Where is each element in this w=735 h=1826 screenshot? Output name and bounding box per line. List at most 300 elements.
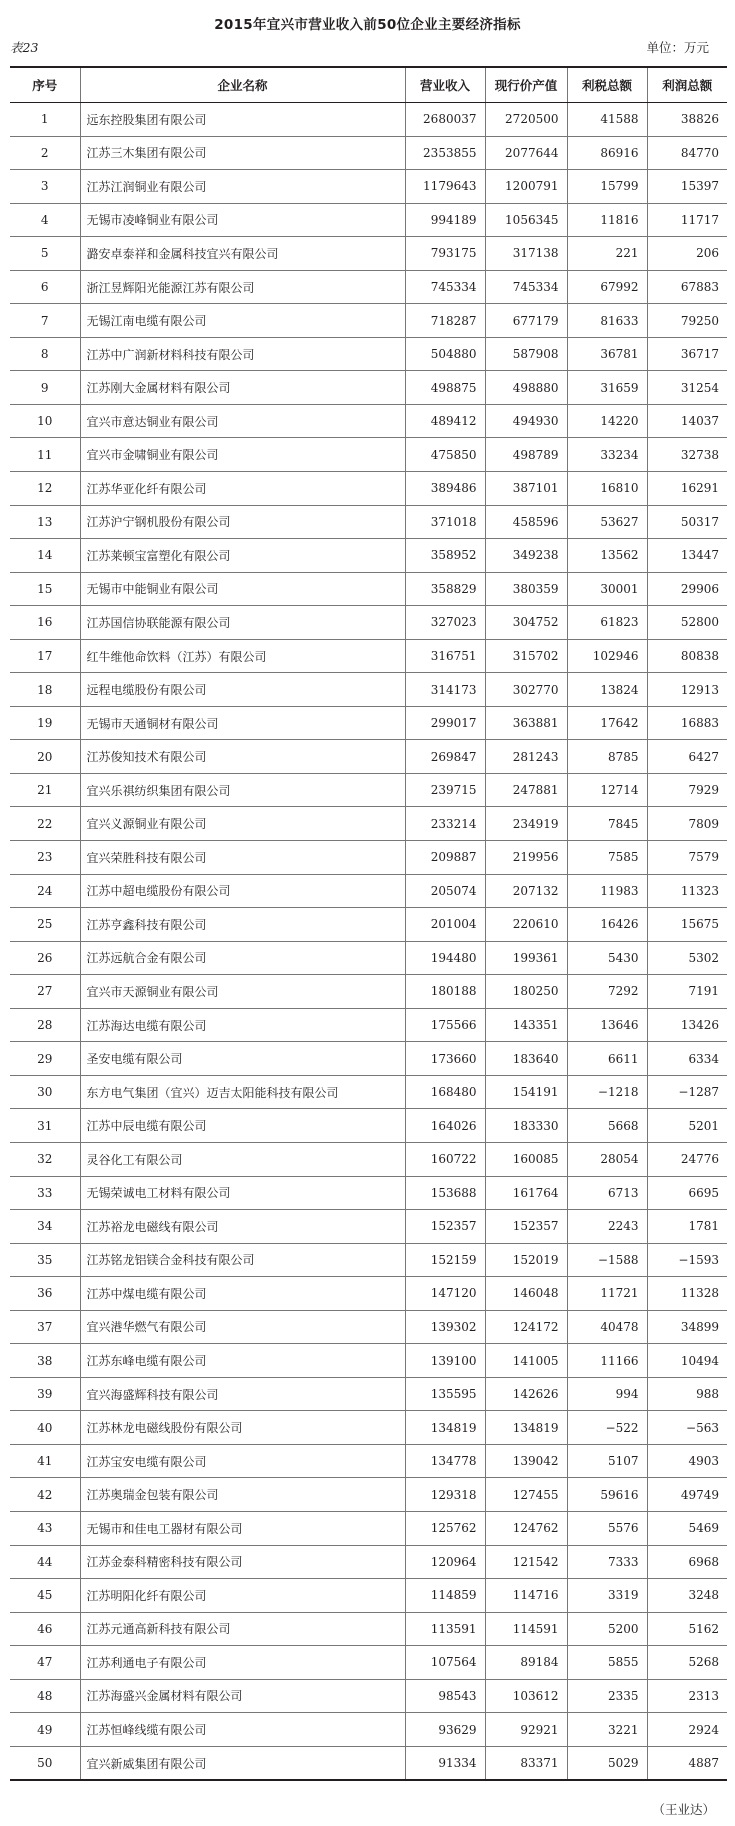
revenue-cell: 745334 — [405, 270, 485, 304]
profit-tax-cell: 5668 — [567, 1109, 647, 1143]
profit-cell: 6968 — [647, 1545, 727, 1579]
profit-cell: 11328 — [647, 1277, 727, 1311]
output-value-cell: 220610 — [485, 908, 567, 942]
output-value-cell: 141005 — [485, 1344, 567, 1378]
row-index: 42 — [10, 1478, 80, 1512]
profit-cell: 29906 — [647, 572, 727, 606]
profit-cell: 49749 — [647, 1478, 727, 1512]
profit-cell: 16883 — [647, 706, 727, 740]
output-value-cell: 154191 — [485, 1075, 567, 1109]
output-value-cell: 180250 — [485, 975, 567, 1009]
row-index: 17 — [10, 639, 80, 673]
revenue-cell: 316751 — [405, 639, 485, 673]
output-value-cell: 152019 — [485, 1243, 567, 1277]
company-name: 宜兴市意达铜业有限公司 — [80, 404, 405, 438]
profit-tax-cell: 5029 — [567, 1746, 647, 1780]
profit-tax-cell: 3221 — [567, 1713, 647, 1747]
output-value-cell: 745334 — [485, 270, 567, 304]
output-value-cell: 2720500 — [485, 103, 567, 137]
revenue-cell: 180188 — [405, 975, 485, 1009]
profit-tax-cell: 5430 — [567, 941, 647, 975]
output-value-cell: 317138 — [485, 237, 567, 271]
company-name: 无锡市中能铜业有限公司 — [80, 572, 405, 606]
profit-cell: 2924 — [647, 1713, 727, 1747]
revenue-cell: 205074 — [405, 874, 485, 908]
company-name: 江苏宝安电缆有限公司 — [80, 1444, 405, 1478]
revenue-cell: 168480 — [405, 1075, 485, 1109]
profit-tax-cell: 6611 — [567, 1042, 647, 1076]
profit-tax-cell: −1218 — [567, 1075, 647, 1109]
output-value-cell: 114716 — [485, 1579, 567, 1613]
row-index: 19 — [10, 706, 80, 740]
table-row — [10, 807, 727, 841]
unit-label: 单位：万元 — [646, 40, 709, 55]
table-row — [10, 438, 727, 472]
revenue-cell: 718287 — [405, 304, 485, 338]
table-row — [10, 908, 727, 942]
table-row — [10, 1310, 727, 1344]
profit-tax-cell: 12714 — [567, 773, 647, 807]
revenue-cell: 498875 — [405, 371, 485, 405]
row-index: 43 — [10, 1511, 80, 1545]
output-value-cell: 1200791 — [485, 170, 567, 204]
table-row — [10, 539, 727, 573]
profit-tax-cell: 2243 — [567, 1210, 647, 1244]
row-index: 33 — [10, 1176, 80, 1210]
profit-tax-cell: 102946 — [567, 639, 647, 673]
revenue-cell: 2680037 — [405, 103, 485, 137]
revenue-cell: 135595 — [405, 1377, 485, 1411]
output-value-cell: 160085 — [485, 1142, 567, 1176]
company-name: 江苏江润铜业有限公司 — [80, 170, 405, 204]
table-row — [10, 170, 727, 204]
profit-tax-cell: 7292 — [567, 975, 647, 1009]
output-value-cell: 89184 — [485, 1646, 567, 1680]
profit-tax-cell: 8785 — [567, 740, 647, 774]
profit-tax-cell: 221 — [567, 237, 647, 271]
profit-tax-cell: 17642 — [567, 706, 647, 740]
output-value-cell: 234919 — [485, 807, 567, 841]
revenue-cell: 314173 — [405, 673, 485, 707]
profit-cell: 67883 — [647, 270, 727, 304]
revenue-cell: 175566 — [405, 1008, 485, 1042]
revenue-cell: 2353855 — [405, 136, 485, 170]
company-name: 无锡市天通铜材有限公司 — [80, 706, 405, 740]
row-index: 15 — [10, 572, 80, 606]
row-index: 9 — [10, 371, 80, 405]
profit-cell: 31254 — [647, 371, 727, 405]
output-value-cell: 494930 — [485, 404, 567, 438]
profit-cell: 5302 — [647, 941, 727, 975]
table-row — [10, 371, 727, 405]
table-row — [10, 1075, 727, 1109]
profit-tax-cell: 61823 — [567, 606, 647, 640]
row-index: 47 — [10, 1646, 80, 1680]
row-index: 46 — [10, 1612, 80, 1646]
revenue-cell: 113591 — [405, 1612, 485, 1646]
profit-cell: 206 — [647, 237, 727, 271]
company-name: 江苏海达电缆有限公司 — [80, 1008, 405, 1042]
row-index: 5 — [10, 237, 80, 271]
table-row — [10, 572, 727, 606]
table-row — [10, 1713, 727, 1747]
profit-cell: 6427 — [647, 740, 727, 774]
table-row — [10, 404, 727, 438]
table-row — [10, 472, 727, 506]
profit-cell: 32738 — [647, 438, 727, 472]
output-value-cell: 199361 — [485, 941, 567, 975]
profit-cell: 5469 — [647, 1511, 727, 1545]
company-name: 灵谷化工有限公司 — [80, 1142, 405, 1176]
row-index: 21 — [10, 773, 80, 807]
table-row — [10, 1042, 727, 1076]
profit-tax-cell: 40478 — [567, 1310, 647, 1344]
table-row — [10, 706, 727, 740]
row-index: 48 — [10, 1679, 80, 1713]
profit-cell: 5201 — [647, 1109, 727, 1143]
profit-cell: 2313 — [647, 1679, 727, 1713]
author: （王业达） — [652, 1802, 715, 1817]
output-value-cell: 380359 — [485, 572, 567, 606]
table-row — [10, 639, 727, 673]
company-name: 江苏奥瑞金包装有限公司 — [80, 1478, 405, 1512]
output-value-cell: 302770 — [485, 673, 567, 707]
profit-tax-cell: 13646 — [567, 1008, 647, 1042]
revenue-cell: 139100 — [405, 1344, 485, 1378]
row-index: 25 — [10, 908, 80, 942]
row-index: 12 — [10, 472, 80, 506]
company-name: 江苏裕龙电磁线有限公司 — [80, 1210, 405, 1244]
table-row — [10, 1008, 727, 1042]
company-name: 宜兴市金啸铜业有限公司 — [80, 438, 405, 472]
profit-tax-cell: 5576 — [567, 1511, 647, 1545]
profit-tax-cell: 11721 — [567, 1277, 647, 1311]
table-row — [10, 1612, 727, 1646]
company-name: 江苏中广润新材料科技有限公司 — [80, 337, 405, 371]
profit-cell: 12913 — [647, 673, 727, 707]
row-index: 38 — [10, 1344, 80, 1378]
company-name: 江苏铭龙铝镁合金科技有限公司 — [80, 1243, 405, 1277]
profit-tax-cell: 11166 — [567, 1344, 647, 1378]
table-row — [10, 1579, 727, 1613]
revenue-cell: 793175 — [405, 237, 485, 271]
company-name: 无锡荣诚电工材料有限公司 — [80, 1176, 405, 1210]
table-row — [10, 1478, 727, 1512]
profit-tax-cell: 11816 — [567, 203, 647, 237]
company-name: 宜兴市天源铜业有限公司 — [80, 975, 405, 1009]
table-row — [10, 1243, 727, 1277]
profit-tax-cell: 5855 — [567, 1646, 647, 1680]
revenue-cell: 504880 — [405, 337, 485, 371]
profit-tax-cell: 53627 — [567, 505, 647, 539]
table-title: 2015年宜兴市营业收入前50位企业主要经济指标 — [214, 17, 521, 33]
output-value-cell: 247881 — [485, 773, 567, 807]
row-index: 40 — [10, 1411, 80, 1445]
output-value-cell: 139042 — [485, 1444, 567, 1478]
profit-cell: −1593 — [647, 1243, 727, 1277]
output-value-cell: 387101 — [485, 472, 567, 506]
profit-tax-cell: 81633 — [567, 304, 647, 338]
profit-cell: 988 — [647, 1377, 727, 1411]
company-name: 江苏三木集团有限公司 — [80, 136, 405, 170]
company-name: 东方电气集团（宜兴）迈吉太阳能科技有限公司 — [80, 1075, 405, 1109]
revenue-cell: 147120 — [405, 1277, 485, 1311]
row-index: 3 — [10, 170, 80, 204]
profit-tax-cell: 994 — [567, 1377, 647, 1411]
header-company: 企业名称 — [80, 67, 405, 103]
output-value-cell: 183640 — [485, 1042, 567, 1076]
row-index: 24 — [10, 874, 80, 908]
output-value-cell: 498789 — [485, 438, 567, 472]
revenue-cell: 209887 — [405, 841, 485, 875]
revenue-cell: 489412 — [405, 404, 485, 438]
profit-cell: 15397 — [647, 170, 727, 204]
profit-cell: 4887 — [647, 1746, 727, 1780]
row-index: 1 — [10, 103, 80, 137]
row-index: 14 — [10, 539, 80, 573]
revenue-cell: 358952 — [405, 539, 485, 573]
table-row — [10, 1545, 727, 1579]
company-name: 江苏远航合金有限公司 — [80, 941, 405, 975]
row-index: 10 — [10, 404, 80, 438]
table-row — [10, 237, 727, 271]
output-value-cell: 2077644 — [485, 136, 567, 170]
header-revenue: 营业收入 — [405, 67, 485, 103]
output-value-cell: 281243 — [485, 740, 567, 774]
profit-cell: 6334 — [647, 1042, 727, 1076]
table-row — [10, 304, 727, 338]
row-index: 13 — [10, 505, 80, 539]
profit-tax-cell: 36781 — [567, 337, 647, 371]
revenue-cell: 239715 — [405, 773, 485, 807]
table-row — [10, 874, 727, 908]
company-name: 浙江昱辉阳光能源江苏有限公司 — [80, 270, 405, 304]
revenue-cell: 129318 — [405, 1478, 485, 1512]
output-value-cell: 143351 — [485, 1008, 567, 1042]
output-value-cell: 127455 — [485, 1478, 567, 1512]
output-value-cell: 134819 — [485, 1411, 567, 1445]
table-row — [10, 941, 727, 975]
table-row — [10, 1411, 727, 1445]
company-name: 江苏亨鑫科技有限公司 — [80, 908, 405, 942]
table-body — [10, 103, 727, 1781]
profit-cell: 13426 — [647, 1008, 727, 1042]
row-index: 8 — [10, 337, 80, 371]
profit-cell: 50317 — [647, 505, 727, 539]
revenue-cell: 107564 — [405, 1646, 485, 1680]
company-name: 江苏林龙电磁线股份有限公司 — [80, 1411, 405, 1445]
revenue-cell: 475850 — [405, 438, 485, 472]
table-row — [10, 673, 727, 707]
revenue-cell: 1179643 — [405, 170, 485, 204]
profit-cell: 14037 — [647, 404, 727, 438]
revenue-cell: 194480 — [405, 941, 485, 975]
company-name: 宜兴荣胜科技有限公司 — [80, 841, 405, 875]
company-name: 江苏刚大金属材料有限公司 — [80, 371, 405, 405]
profit-cell: 38826 — [647, 103, 727, 137]
table-row — [10, 1210, 727, 1244]
company-name: 江苏海盛兴金属材料有限公司 — [80, 1679, 405, 1713]
table-row — [10, 136, 727, 170]
profit-cell: 7929 — [647, 773, 727, 807]
revenue-cell: 269847 — [405, 740, 485, 774]
profit-tax-cell: 30001 — [567, 572, 647, 606]
profit-tax-cell: 67992 — [567, 270, 647, 304]
revenue-cell: 125762 — [405, 1511, 485, 1545]
company-name: 江苏俊知技术有限公司 — [80, 740, 405, 774]
table-row — [10, 1646, 727, 1680]
table-row — [10, 606, 727, 640]
table-row — [10, 1176, 727, 1210]
company-name: 宜兴港华燃气有限公司 — [80, 1310, 405, 1344]
header-row — [10, 67, 727, 103]
profit-tax-cell: 5107 — [567, 1444, 647, 1478]
table-row — [10, 1679, 727, 1713]
output-value-cell: 207132 — [485, 874, 567, 908]
profit-tax-cell: 16810 — [567, 472, 647, 506]
revenue-cell: 114859 — [405, 1579, 485, 1613]
row-index: 27 — [10, 975, 80, 1009]
table-row — [10, 773, 727, 807]
profit-cell: 6695 — [647, 1176, 727, 1210]
profit-tax-cell: 2335 — [567, 1679, 647, 1713]
profit-tax-cell: 7845 — [567, 807, 647, 841]
company-name: 圣安电缆有限公司 — [80, 1042, 405, 1076]
table-row — [10, 1142, 727, 1176]
row-index: 4 — [10, 203, 80, 237]
table-row — [10, 1277, 727, 1311]
profit-tax-cell: 6713 — [567, 1176, 647, 1210]
output-value-cell: 161764 — [485, 1176, 567, 1210]
table-row — [10, 975, 727, 1009]
row-index: 49 — [10, 1713, 80, 1747]
profit-tax-cell: 11983 — [567, 874, 647, 908]
profit-cell: 4903 — [647, 1444, 727, 1478]
output-value-cell: 146048 — [485, 1277, 567, 1311]
revenue-cell: 134778 — [405, 1444, 485, 1478]
row-index: 2 — [10, 136, 80, 170]
profit-cell: 11323 — [647, 874, 727, 908]
row-index: 45 — [10, 1579, 80, 1613]
revenue-cell: 371018 — [405, 505, 485, 539]
profit-tax-cell: 13824 — [567, 673, 647, 707]
output-value-cell: 349238 — [485, 539, 567, 573]
profit-cell: 11717 — [647, 203, 727, 237]
row-index: 6 — [10, 270, 80, 304]
profit-tax-cell: 13562 — [567, 539, 647, 573]
table-row — [10, 1377, 727, 1411]
revenue-cell: 152159 — [405, 1243, 485, 1277]
table-row — [10, 1511, 727, 1545]
table-row — [10, 505, 727, 539]
company-name: 江苏中辰电缆有限公司 — [80, 1109, 405, 1143]
output-value-cell: 92921 — [485, 1713, 567, 1747]
revenue-cell: 134819 — [405, 1411, 485, 1445]
output-value-cell: 1056345 — [485, 203, 567, 237]
table-row — [10, 337, 727, 371]
profit-tax-cell: 86916 — [567, 136, 647, 170]
output-value-cell: 304752 — [485, 606, 567, 640]
output-value-cell: 142626 — [485, 1377, 567, 1411]
company-name: 无锡江南电缆有限公司 — [80, 304, 405, 338]
output-value-cell: 124762 — [485, 1511, 567, 1545]
output-value-cell: 587908 — [485, 337, 567, 371]
profit-tax-cell: 5200 — [567, 1612, 647, 1646]
table-row — [10, 203, 727, 237]
table-row — [10, 103, 727, 137]
row-index: 18 — [10, 673, 80, 707]
revenue-cell: 358829 — [405, 572, 485, 606]
revenue-cell: 201004 — [405, 908, 485, 942]
company-name: 江苏国信协联能源有限公司 — [80, 606, 405, 640]
company-name: 无锡市和佳电工器材有限公司 — [80, 1511, 405, 1545]
company-name: 江苏沪宁钢机股份有限公司 — [80, 505, 405, 539]
output-value-cell: 219956 — [485, 841, 567, 875]
profit-tax-cell: −522 — [567, 1411, 647, 1445]
profit-cell: 5162 — [647, 1612, 727, 1646]
row-index: 23 — [10, 841, 80, 875]
table-row — [10, 1746, 727, 1780]
table-row — [10, 740, 727, 774]
output-value-cell: 315702 — [485, 639, 567, 673]
company-name: 江苏明阳化纤有限公司 — [80, 1579, 405, 1613]
output-value-cell: 103612 — [485, 1679, 567, 1713]
row-index: 39 — [10, 1377, 80, 1411]
revenue-cell: 98543 — [405, 1679, 485, 1713]
profit-cell: 79250 — [647, 304, 727, 338]
profit-tax-cell: 33234 — [567, 438, 647, 472]
revenue-cell: 994189 — [405, 203, 485, 237]
company-name: 宜兴义源铜业有限公司 — [80, 807, 405, 841]
profit-tax-cell: 7585 — [567, 841, 647, 875]
table-row — [10, 1444, 727, 1478]
revenue-cell: 164026 — [405, 1109, 485, 1143]
revenue-cell: 91334 — [405, 1746, 485, 1780]
profit-cell: 80838 — [647, 639, 727, 673]
profit-cell: 3248 — [647, 1579, 727, 1613]
row-index: 7 — [10, 304, 80, 338]
profit-tax-cell: 15799 — [567, 170, 647, 204]
revenue-cell: 389486 — [405, 472, 485, 506]
company-name: 远东控股集团有限公司 — [80, 103, 405, 137]
company-name: 江苏东峰电缆有限公司 — [80, 1344, 405, 1378]
revenue-cell: 120964 — [405, 1545, 485, 1579]
row-index: 44 — [10, 1545, 80, 1579]
profit-tax-cell: 3319 — [567, 1579, 647, 1613]
profit-tax-cell: 16426 — [567, 908, 647, 942]
output-value-cell: 83371 — [485, 1746, 567, 1780]
company-name: 宜兴海盛辉科技有限公司 — [80, 1377, 405, 1411]
profit-cell: 84770 — [647, 136, 727, 170]
company-name: 江苏元通高新科技有限公司 — [80, 1612, 405, 1646]
profit-tax-cell: −1588 — [567, 1243, 647, 1277]
profit-cell: 7809 — [647, 807, 727, 841]
company-name: 江苏金泰科精密科技有限公司 — [80, 1545, 405, 1579]
profit-cell: 34899 — [647, 1310, 727, 1344]
company-name: 江苏恒峰线缆有限公司 — [80, 1713, 405, 1747]
row-index: 26 — [10, 941, 80, 975]
row-index: 50 — [37, 1756, 53, 1771]
company-name: 江苏中超电缆股份有限公司 — [80, 874, 405, 908]
row-index: 16 — [10, 606, 80, 640]
row-index: 20 — [10, 740, 80, 774]
company-name: 红牛维他命饮料（江苏）有限公司 — [80, 639, 405, 673]
company-name: 无锡市凌峰铜业有限公司 — [80, 203, 405, 237]
header-index: 序号 — [10, 67, 80, 103]
profit-cell: 52800 — [647, 606, 727, 640]
company-name: 江苏华亚化纤有限公司 — [80, 472, 405, 506]
output-value-cell: 363881 — [485, 706, 567, 740]
